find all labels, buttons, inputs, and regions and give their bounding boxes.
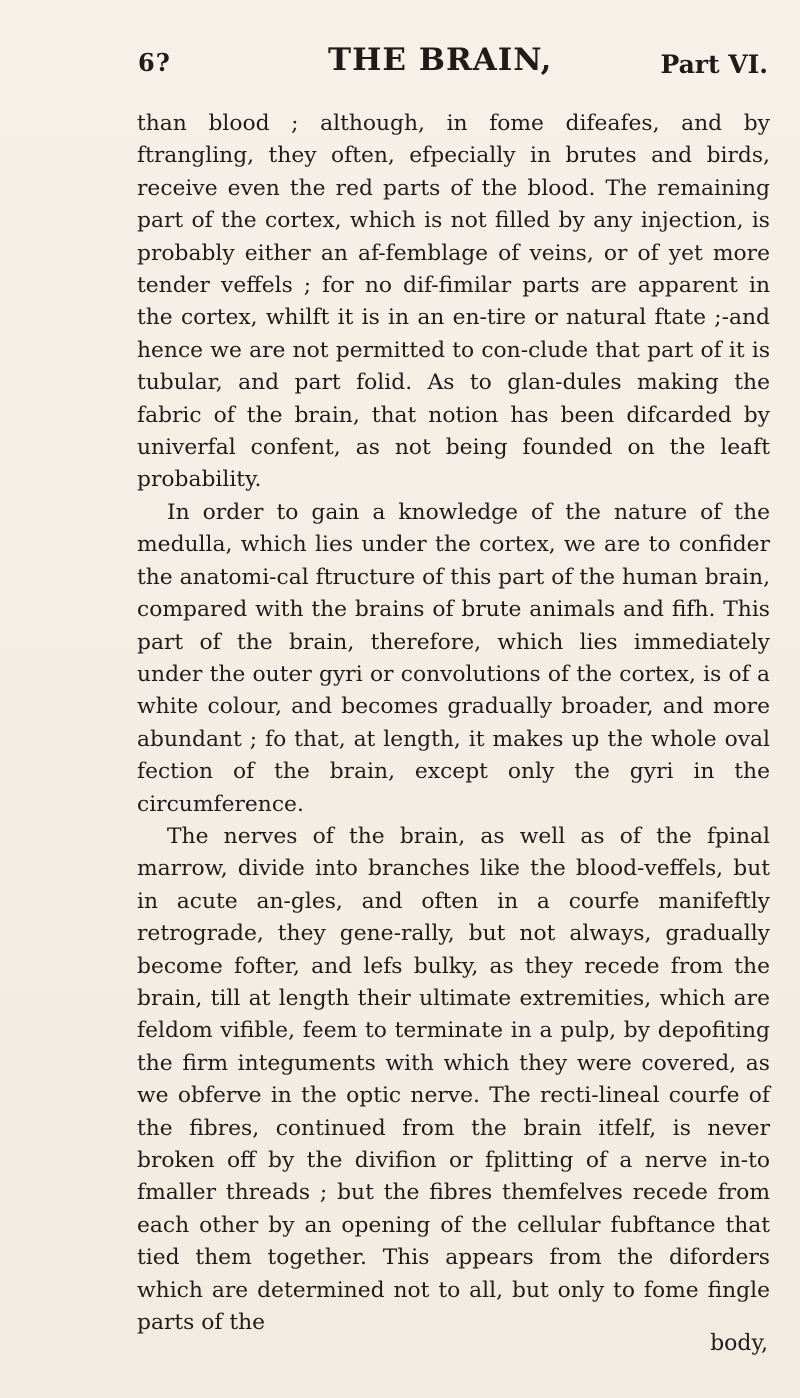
catchword: body,	[710, 1331, 768, 1356]
page-header	[138, 40, 768, 90]
part-label: Part VI.	[660, 50, 768, 79]
running-title: THE BRAIN,	[328, 42, 553, 78]
body-text	[137, 108, 770, 1339]
paragraph-3: The nerves of the brain, as well as of the fpinal marrow, divide into branches like the blood-veffels, but in acute an-gles, and often in a courfe manifeftly retrograde, they gene-rally, but not always, gradually become fofter, and lefs bulky, as they recede from the brain, till at length their ultimate extremities, which are feldom vifible, feem to terminate in a pulp, by depofiting the firm integuments with which they were covered, as we obferve in the optic nerve. The recti-lineal courfe of the fibres, continued from the brain itfelf, is never broken off by the divifion or fplitting of a nerve in-to fmaller threads ; but the fibres themfelves recede from each other by an opening of the cellular fubftance that tied them together. This appears from the diforders which are determined not to all, but only to fome fingle parts of the	[137, 823, 770, 1336]
paragraph-2: In order to gain a knowledge of the nature of the medulla, which lies under the cortex, we are to confider the anatomi-cal ftructure of this part of the human brain, compared with the brains of brute animals and fifh. This part of the brain, therefore, which lies immediately under the outer gyri or convolutions of the cortex, is of a white colour, and becomes gradually broader, and more abundant ; fo that, at length, it makes up the whole oval fection of the brain, except only the gyri in the circumference.	[137, 499, 770, 817]
paragraph-1: than blood ; although, in fome difeafes, and by ftrangling, they often, efpecially in brutes and birds, receive even the red parts of the blood. The remaining part of the cortex, which is not filled by any injection, is probably either an af-femblage of veins, or of yet more tender veffels ; for no dif-fimilar parts are apparent in the cortex, whilft it is in an en-tire or natural ftate ;-and hence we are not permitted to con-clude that part of it is tubular, and part folid. As to glan-dules making the fabric of the brain, that notion has been difcarded by univerfal confent, as not being founded on the leaft probability.	[137, 111, 770, 493]
page-number: 6?	[138, 48, 171, 77]
